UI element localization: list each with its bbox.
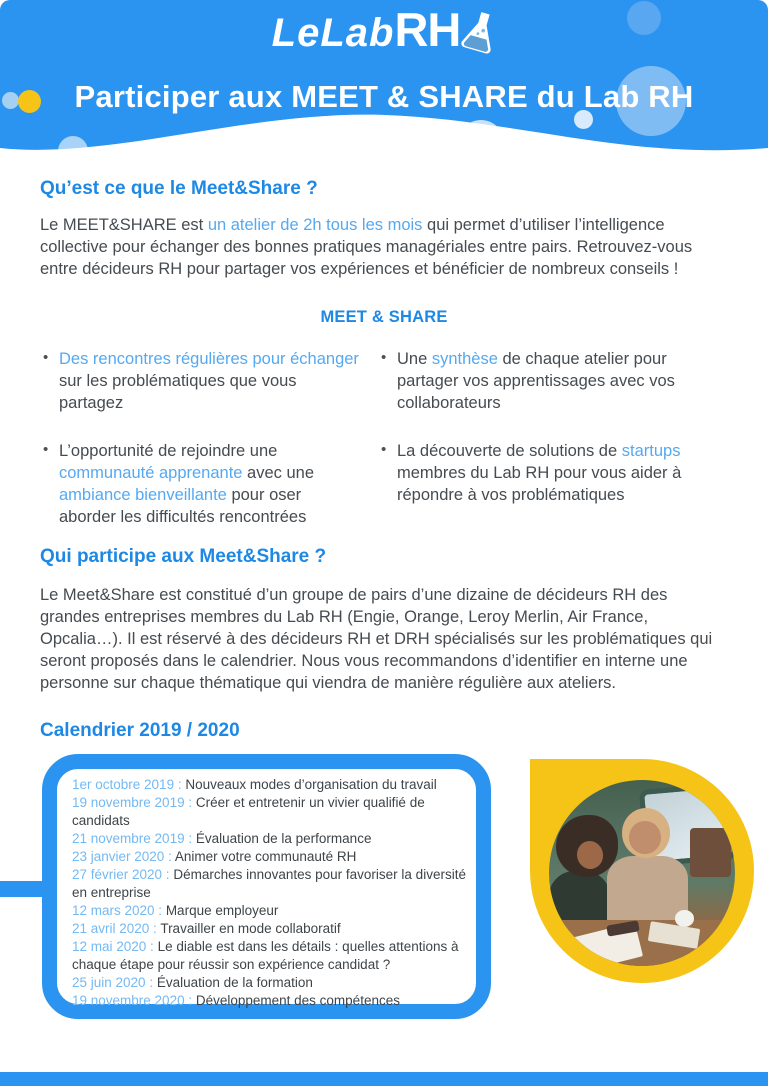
paragraph-accent-text: un atelier de 2h tous les mois [207, 216, 423, 234]
photo-cup [675, 910, 694, 927]
calendar-box [42, 754, 491, 1019]
bullet-text: pour oser aborder les difficultés rencontrées [59, 486, 307, 526]
calendar-entry [72, 992, 468, 1010]
list-item [378, 348, 728, 414]
logo-bold-text: RH [394, 3, 461, 56]
calendar-topic: Évaluation de la formation [153, 975, 313, 990]
photo-shelf [690, 828, 731, 876]
calendar-entry [72, 920, 468, 938]
calendar-topic: Créer et entretenir un vivier qualifié de candidats [72, 795, 425, 828]
calendar-date: 19 novembre 2020 : [72, 993, 193, 1008]
list-item [40, 440, 362, 528]
calendar-entry [72, 974, 468, 992]
calendar-entry [72, 938, 468, 974]
bullet-accent-text: startups [621, 442, 681, 460]
calendar-topic: Nouveaux modes d’organisation du travail [181, 777, 437, 792]
list-item [40, 348, 362, 414]
calendar-date: 12 mars 2020 : [72, 903, 163, 918]
bullet-text: avec une [242, 464, 315, 482]
calendar-date: 12 mai 2020 : [72, 939, 154, 954]
calendar-date: 19 novembre 2019 : [72, 795, 193, 810]
page-title: Participer aux MEET & SHARE du Lab RH [74, 79, 694, 114]
calendar-topic: Marque employeur [162, 903, 279, 918]
calendar-topic: Développement des compétences [192, 993, 400, 1008]
bullet-text: La découverte de solutions de [397, 442, 622, 460]
calendar-topic: Animer votre communauté RH [171, 849, 357, 864]
bullet-accent-text: Des rencontres régulières pour échanger [59, 350, 359, 368]
calendar-topic: Démarches innovantes pour favoriser la diversité en entreprise [72, 867, 466, 900]
bullet-accent-text: synthèse [431, 350, 498, 368]
calendar-topic: Le diable est dans les détails : quelles attentions à chaque étape pour réussir son expérience candidat ? [72, 939, 459, 972]
calendar-entry [72, 794, 468, 830]
bullet-text: Une [397, 350, 432, 368]
heading-what-is-meetshare: Qu’est ce que le Meet&Share ? [40, 178, 318, 199]
bullet-text: sur les problématiques que vous partagez [59, 372, 297, 412]
calendar-entry [72, 848, 468, 866]
calendar-date: 23 janvier 2020 : [72, 849, 172, 864]
bullet-accent-text: ambiance bienveillante [59, 486, 227, 504]
calendar-date: 21 avril 2020 : [72, 921, 157, 936]
lab-rh-logo [0, 0, 768, 76]
main-content [0, 178, 768, 742]
hero-header [0, 0, 768, 158]
list-item [378, 440, 728, 528]
calendar-date: 25 juin 2020 : [72, 975, 154, 990]
footer-bar [0, 1072, 768, 1086]
photo-image [549, 780, 735, 966]
bullet-text: L’opportunité de rejoindre une [59, 442, 278, 460]
calendar-date: 1er octobre 2019 : [72, 777, 182, 792]
calendar-topic: Évaluation de la performance [192, 831, 372, 846]
bullet-text: de chaque atelier pour partager vos apprentissages avec vos collaborateurs [397, 350, 675, 412]
left-accent-tab [0, 881, 46, 897]
wave-divider [0, 108, 768, 158]
meeting-photo [530, 759, 754, 983]
paragraph-what-is-meetshare [40, 214, 728, 280]
photo-person-center-face [629, 821, 661, 854]
bullet-text: membres du Lab RH pour vous aider à répondre à vos problématiques [397, 464, 682, 504]
paragraph-who-participates: Le Meet&Share est constitué d’un groupe de pairs d’une dizaine de décideurs RH des grandes entreprises membres du Lab RH (Engie, Orange, Leroy Merlin, Air France, Opcalia…). Il est réservé à des décideurs RH et DRH spécialisés sur les problématiques qui seront proposés dans le calendrier. Nous vous recommandons d’identifier en interne une personne sur chaque thématique qui viendra de manière régulière aux ateliers. [40, 586, 713, 692]
heading-who-participates: Qui participe aux Meet&Share ? [40, 546, 327, 567]
heading-meet-and-share: MEET & SHARE [320, 308, 448, 326]
calendar-zone [0, 742, 768, 1034]
calendar-entry [72, 776, 468, 794]
logo-script-text: LeLab [271, 11, 395, 55]
calendar-topic: Travailler en mode collaboratif [156, 921, 341, 936]
benefits-list [40, 348, 728, 528]
paragraph-text: qui permet d’utiliser l’intelligence collective pour échanger des bonnes pratiques managériales entre pairs. Retrouvez-vous entre décideurs RH pour partager vos expériences et bénéficier de nombreux conseils ! [40, 216, 693, 278]
calendar-date: 21 novembre 2019 : [72, 831, 193, 846]
calendar-date: 27 février 2020 : [72, 867, 170, 882]
paragraph-text: Le MEET&SHARE est [40, 216, 208, 234]
bullet-accent-text: communauté apprenante [59, 464, 243, 482]
calendar-entry [72, 830, 468, 848]
heading-calendar: Calendrier 2019 / 2020 [40, 720, 240, 741]
calendar-entry [72, 866, 468, 902]
calendar-entry [72, 902, 468, 920]
